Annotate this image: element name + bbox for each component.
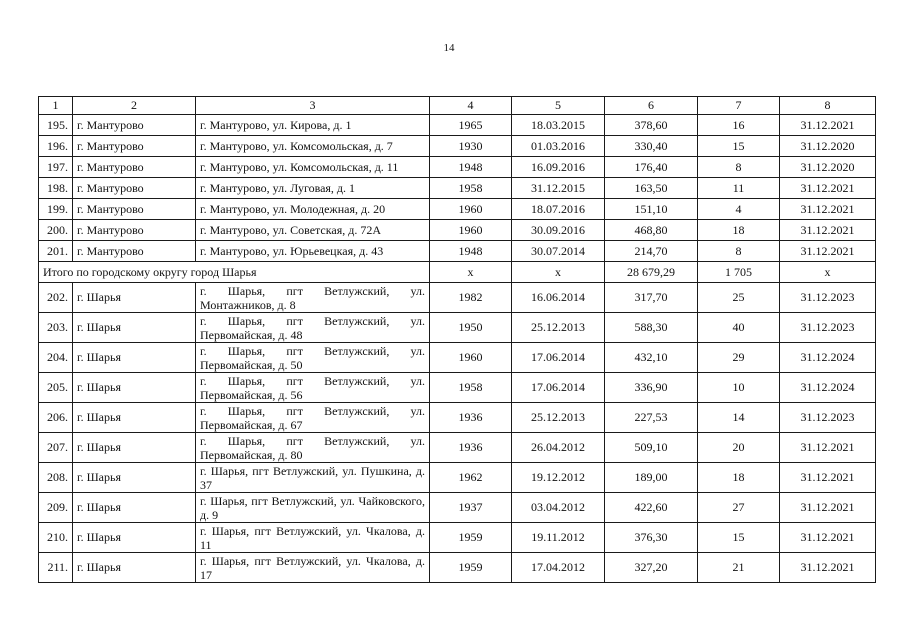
municipality-cell: г. Мантурово (73, 199, 196, 220)
year-built-cell: 1948 (430, 241, 512, 262)
municipality-cell: г. Шарья (73, 283, 196, 313)
table-row (39, 313, 876, 343)
table-row (39, 523, 876, 553)
table-row (39, 157, 876, 178)
year-built-cell: 1958 (430, 178, 512, 199)
year-built-cell: 1930 (430, 136, 512, 157)
residents-cell: 11 (698, 178, 780, 199)
area-cell: 378,60 (605, 115, 698, 136)
address-cell: г. Шарья, пгт Ветлужский, ул. Чкалова, д. 11 (196, 523, 430, 553)
residents-cell: 18 (698, 463, 780, 493)
address-cell: г. Шарья, пгт Ветлужский, ул. Чайковского, д. 9 (196, 493, 430, 523)
subtotal-deadline-cell: х (780, 262, 876, 283)
table-row (39, 178, 876, 199)
municipality-cell: г. Шарья (73, 373, 196, 403)
table-row (39, 199, 876, 220)
row-number: 207. (39, 433, 73, 463)
deadline-cell: 31.12.2023 (780, 313, 876, 343)
row-number: 197. (39, 157, 73, 178)
deadline-cell: 31.12.2021 (780, 553, 876, 583)
area-cell: 214,70 (605, 241, 698, 262)
residents-cell: 15 (698, 523, 780, 553)
municipality-cell: г. Шарья (73, 313, 196, 343)
table-row (39, 283, 876, 313)
municipality-cell: г. Мантурово (73, 136, 196, 157)
column-number-row (39, 97, 876, 115)
deadline-cell: 31.12.2023 (780, 283, 876, 313)
table-body (39, 97, 876, 583)
subtotal-residents-cell: 1 705 (698, 262, 780, 283)
deadline-cell: 31.12.2024 (780, 373, 876, 403)
municipality-cell: г. Шарья (73, 343, 196, 373)
deadline-cell: 31.12.2021 (780, 115, 876, 136)
table-row (39, 463, 876, 493)
address-cell: г. Мантурово, ул. Луговая, д. 1 (196, 178, 430, 199)
year-built-cell: 1936 (430, 433, 512, 463)
subtotal-row (39, 262, 876, 283)
residents-cell: 40 (698, 313, 780, 343)
residents-cell: 20 (698, 433, 780, 463)
column-header: 6 (605, 97, 698, 115)
year-built-cell: 1948 (430, 157, 512, 178)
subtotal-area-cell: 28 679,29 (605, 262, 698, 283)
row-number: 211. (39, 553, 73, 583)
area-cell: 330,40 (605, 136, 698, 157)
row-number: 205. (39, 373, 73, 403)
area-cell: 163,50 (605, 178, 698, 199)
recognition-date-cell: 26.04.2012 (512, 433, 605, 463)
deadline-cell: 31.12.2021 (780, 178, 876, 199)
municipality-cell: г. Мантурово (73, 220, 196, 241)
address-cell: г. Мантурово, ул. Молодежная, д. 20 (196, 199, 430, 220)
municipality-cell: г. Шарья (73, 493, 196, 523)
address-cell: г. Мантурово, ул. Комсомольская, д. 7 (196, 136, 430, 157)
row-number: 210. (39, 523, 73, 553)
municipality-cell: г. Мантурово (73, 241, 196, 262)
column-header: 3 (196, 97, 430, 115)
table-row (39, 373, 876, 403)
recognition-date-cell: 30.07.2014 (512, 241, 605, 262)
table-row (39, 403, 876, 433)
deadline-cell: 31.12.2021 (780, 433, 876, 463)
column-header: 4 (430, 97, 512, 115)
address-cell: г. Мантурово, ул. Советская, д. 72А (196, 220, 430, 241)
area-cell: 327,20 (605, 553, 698, 583)
column-header: 8 (780, 97, 876, 115)
table-row (39, 553, 876, 583)
deadline-cell: 31.12.2021 (780, 220, 876, 241)
column-header: 2 (73, 97, 196, 115)
year-built-cell: 1950 (430, 313, 512, 343)
column-header: 1 (39, 97, 73, 115)
recognition-date-cell: 25.12.2013 (512, 313, 605, 343)
recognition-date-cell: 18.03.2015 (512, 115, 605, 136)
recognition-date-cell: 16.09.2016 (512, 157, 605, 178)
municipality-cell: г. Шарья (73, 553, 196, 583)
area-cell: 336,90 (605, 373, 698, 403)
deadline-cell: 31.12.2021 (780, 241, 876, 262)
row-number: 196. (39, 136, 73, 157)
residents-cell: 25 (698, 283, 780, 313)
residents-cell: 27 (698, 493, 780, 523)
recognition-date-cell: 19.11.2012 (512, 523, 605, 553)
year-built-cell: 1960 (430, 199, 512, 220)
deadline-cell: 31.12.2021 (780, 523, 876, 553)
row-number: 200. (39, 220, 73, 241)
table-row (39, 433, 876, 463)
recognition-date-cell: 16.06.2014 (512, 283, 605, 313)
area-cell: 176,40 (605, 157, 698, 178)
residents-cell: 14 (698, 403, 780, 433)
municipality-cell: г. Мантурово (73, 115, 196, 136)
address-cell: г. Шарья, пгт Ветлужский, ул. Первомайская, д. 80 (196, 433, 430, 463)
year-built-cell: 1960 (430, 220, 512, 241)
municipality-cell: г. Мантурово (73, 178, 196, 199)
municipality-cell: г. Шарья (73, 523, 196, 553)
year-built-cell: 1959 (430, 553, 512, 583)
area-cell: 588,30 (605, 313, 698, 343)
year-built-cell: 1982 (430, 283, 512, 313)
area-cell: 189,00 (605, 463, 698, 493)
deadline-cell: 31.12.2024 (780, 343, 876, 373)
residents-cell: 16 (698, 115, 780, 136)
subtotal-date-cell: х (512, 262, 605, 283)
recognition-date-cell: 30.09.2016 (512, 220, 605, 241)
row-number: 209. (39, 493, 73, 523)
address-cell: г. Шарья, пгт Ветлужский, ул. Чкалова, д. 17 (196, 553, 430, 583)
row-number: 198. (39, 178, 73, 199)
address-cell: г. Мантурово, ул. Комсомольская, д. 11 (196, 157, 430, 178)
subtotal-label: Итого по городскому округу город Шарья (39, 262, 430, 283)
year-built-cell: 1958 (430, 373, 512, 403)
row-number: 199. (39, 199, 73, 220)
area-cell: 151,10 (605, 199, 698, 220)
table-row (39, 493, 876, 523)
area-cell: 422,60 (605, 493, 698, 523)
deadline-cell: 31.12.2020 (780, 157, 876, 178)
deadline-cell: 31.12.2020 (780, 136, 876, 157)
area-cell: 432,10 (605, 343, 698, 373)
table-row (39, 115, 876, 136)
address-cell: г. Шарья, пгт Ветлужский, ул. Первомайская, д. 48 (196, 313, 430, 343)
column-header: 5 (512, 97, 605, 115)
year-built-cell: 1936 (430, 403, 512, 433)
year-built-cell: 1962 (430, 463, 512, 493)
housing-registry-table (38, 96, 876, 583)
area-cell: 317,70 (605, 283, 698, 313)
deadline-cell: 31.12.2021 (780, 199, 876, 220)
row-number: 201. (39, 241, 73, 262)
row-number: 195. (39, 115, 73, 136)
recognition-date-cell: 01.03.2016 (512, 136, 605, 157)
year-built-cell: 1960 (430, 343, 512, 373)
subtotal-year-cell: х (430, 262, 512, 283)
year-built-cell: 1965 (430, 115, 512, 136)
row-number: 204. (39, 343, 73, 373)
municipality-cell: г. Мантурово (73, 157, 196, 178)
address-cell: г. Мантурово, ул. Кирова, д. 1 (196, 115, 430, 136)
municipality-cell: г. Шарья (73, 403, 196, 433)
residents-cell: 21 (698, 553, 780, 583)
table-row (39, 343, 876, 373)
row-number: 202. (39, 283, 73, 313)
row-number: 206. (39, 403, 73, 433)
area-cell: 227,53 (605, 403, 698, 433)
table-row (39, 220, 876, 241)
residents-cell: 8 (698, 157, 780, 178)
address-cell: г. Шарья, пгт Ветлужский, ул. Первомайская, д. 50 (196, 343, 430, 373)
row-number: 203. (39, 313, 73, 343)
deadline-cell: 31.12.2021 (780, 493, 876, 523)
deadline-cell: 31.12.2021 (780, 463, 876, 493)
recognition-date-cell: 18.07.2016 (512, 199, 605, 220)
area-cell: 468,80 (605, 220, 698, 241)
address-cell: г. Шарья, пгт Ветлужский, ул. Первомайская, д. 67 (196, 403, 430, 433)
area-cell: 376,30 (605, 523, 698, 553)
page-number: 14 (443, 42, 455, 54)
recognition-date-cell: 17.04.2012 (512, 553, 605, 583)
year-built-cell: 1937 (430, 493, 512, 523)
residents-cell: 4 (698, 199, 780, 220)
address-cell: г. Шарья, пгт Ветлужский, ул. Пушкина, д. 37 (196, 463, 430, 493)
area-cell: 509,10 (605, 433, 698, 463)
municipality-cell: г. Шарья (73, 463, 196, 493)
deadline-cell: 31.12.2023 (780, 403, 876, 433)
column-header: 7 (698, 97, 780, 115)
table-row (39, 136, 876, 157)
address-cell: г. Шарья, пгт Ветлужский, ул. Первомайская, д. 56 (196, 373, 430, 403)
recognition-date-cell: 25.12.2013 (512, 403, 605, 433)
year-built-cell: 1959 (430, 523, 512, 553)
residents-cell: 8 (698, 241, 780, 262)
address-cell: г. Шарья, пгт Ветлужский, ул. Монтажников, д. 8 (196, 283, 430, 313)
address-cell: г. Мантурово, ул. Юрьевецкая, д. 43 (196, 241, 430, 262)
residents-cell: 18 (698, 220, 780, 241)
recognition-date-cell: 31.12.2015 (512, 178, 605, 199)
residents-cell: 29 (698, 343, 780, 373)
recognition-date-cell: 17.06.2014 (512, 343, 605, 373)
residents-cell: 15 (698, 136, 780, 157)
recognition-date-cell: 17.06.2014 (512, 373, 605, 403)
municipality-cell: г. Шарья (73, 433, 196, 463)
recognition-date-cell: 19.12.2012 (512, 463, 605, 493)
recognition-date-cell: 03.04.2012 (512, 493, 605, 523)
row-number: 208. (39, 463, 73, 493)
table-row (39, 241, 876, 262)
residents-cell: 10 (698, 373, 780, 403)
